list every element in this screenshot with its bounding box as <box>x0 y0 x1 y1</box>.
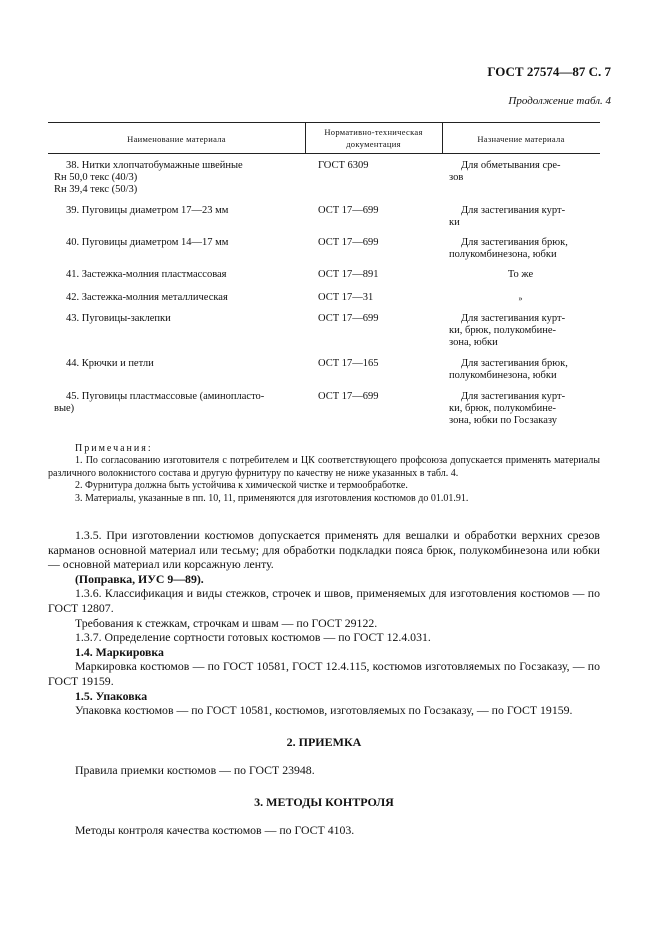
paragraph-marking: Маркировка костюмов — по ГОСТ 10581, ГОСТ 12.4.115, костюмов изготовляемых по Госзаказу, — по ГОСТ 19159. <box>48 659 600 688</box>
material-name: 38. Нитки хлопчатобумажные швейные <box>66 160 243 171</box>
control-methods: Методы контроля качества костюмов — по ГОСТ 4103. <box>75 823 355 837</box>
paragraph-1-3-7: 1.3.7. Определение сортности готовых костюмов — по ГОСТ 12.4.031. <box>75 630 431 645</box>
column-header-name: Наименование материала <box>127 134 226 144</box>
material-doc: ОСТ 17—165 <box>318 358 379 369</box>
material-name: 39. Пуговицы диаметром 17—23 мм <box>66 205 229 216</box>
table-row <box>54 160 294 196</box>
material-name: 41. Застежка-молния пластмассовая <box>66 269 227 280</box>
paragraph-1-3-5: 1.3.5. При изготовлении костюмов допускается применять для вешалки и обработки верхних срезов карманов основной материал или тесьму; для обработки подкладки пояса брюк, полукомбинезона или юбки — основной материал или корсажную ленту. <box>48 528 600 572</box>
material-purpose: » <box>518 294 523 303</box>
purpose-line: ки, брюк, полукомбине- <box>449 325 556 336</box>
material-doc: ОСТ 17—699 <box>318 237 379 248</box>
table-notes <box>48 443 600 505</box>
material-doc: ОСТ 17—699 <box>318 313 379 324</box>
purpose-line: Для обметывания сре- <box>461 160 561 171</box>
material-name: 44. Крючки и петли <box>66 358 154 369</box>
column-header-doc: Нормативно-техническая документация <box>324 127 423 149</box>
material-doc: ОСТ 17—699 <box>318 205 379 216</box>
material-name-line: Rн 39,4 текс (50/3) <box>54 184 138 195</box>
table-row <box>54 269 294 281</box>
heading-1-4: 1.4. Маркировка <box>75 644 164 659</box>
table-row <box>54 391 294 415</box>
acceptance-rules: Правила приемки костюмов — по ГОСТ 23948. <box>75 763 315 777</box>
column-header-purpose: Назначение материала <box>477 134 565 144</box>
notes-heading: Примечания: <box>75 443 153 454</box>
purpose-line: зона, юбки <box>449 337 498 348</box>
material-name-line: Rн 50,0 текс (40/3) <box>54 172 138 183</box>
note-item: 1. По согласованию изготовителя с потребителем и ЦК соответствующего профсоюза допускается применять материалы различного волокнистого состава и другую фурнитуру по качеству не ниже указанных в табл. 4. <box>48 455 600 479</box>
material-doc: ОСТ 17—31 <box>318 292 374 303</box>
table-row <box>54 358 294 370</box>
table-row <box>54 313 294 325</box>
purpose-line: ки <box>449 217 460 228</box>
table-top-border <box>48 122 600 123</box>
table-header-border <box>48 153 600 154</box>
section-2-title: 2. ПРИЕМКА <box>286 735 362 749</box>
note-item: 3. Материалы, указанные в пп. 10, 11, применяются для изготовления костюмов до 01.01.91. <box>75 492 469 504</box>
section-3-text <box>48 823 600 838</box>
paragraph-stitch-requirements: Требования к стежкам, строчкам и швам — по ГОСТ 29122. <box>75 615 378 630</box>
section-3-title: 3. МЕТОДЫ КОНТРОЛЯ <box>254 795 394 809</box>
paragraph-1-3-6: 1.3.6. Классификация и виды стежков, строчек и швов, применяемых для изготовления костюмов — по ГОСТ 12807. <box>48 586 600 615</box>
material-doc: ОСТ 17—891 <box>318 269 379 280</box>
table-continuation-label: Продолжение табл. 4 <box>508 95 611 107</box>
purpose-line: Для застегивания курт- <box>461 313 566 324</box>
purpose-line: зона, юбки по Госзаказу <box>449 415 558 426</box>
note-item: 2. Фурнитура должна быть устойчива к химической чистке и термообработке. <box>75 480 408 492</box>
material-name: 40. Пуговицы диаметром 14—17 мм <box>66 237 229 248</box>
table-row <box>54 292 294 304</box>
material-purpose <box>449 313 592 349</box>
material-doc: ОСТ 17—699 <box>318 391 379 402</box>
heading-1-5: 1.5. Упаковка <box>75 688 148 703</box>
material-name-line: вые) <box>54 403 75 414</box>
material-name: 42. Застежка-молния металлическая <box>66 292 228 303</box>
material-name: 43. Пуговицы-заклепки <box>66 313 171 324</box>
purpose-line: ки, брюк, полукомбине- <box>449 403 556 414</box>
material-doc: ГОСТ 6309 <box>318 160 369 171</box>
material-purpose <box>449 160 592 184</box>
purpose-line: Для застегивания брюк, <box>461 237 568 248</box>
table-row <box>54 237 294 249</box>
purpose-line: Для застегивания брюк, <box>461 358 568 369</box>
material-purpose <box>449 391 592 427</box>
page-header: ГОСТ 27574—87 С. 7 <box>487 64 611 79</box>
amendment-note: (Поправка, ИУС 9—89). <box>75 571 204 586</box>
purpose-line: зов <box>449 172 464 183</box>
table-row <box>54 205 294 217</box>
body-section-1 <box>48 528 600 718</box>
material-purpose <box>449 237 592 261</box>
section-2-text <box>48 763 600 778</box>
paragraph-packaging: Упаковка костюмов — по ГОСТ 10581, костюмов, изготовляемых по Госзаказу, — по ГОСТ 19159. <box>75 703 573 718</box>
purpose-line: Для застегивания курт- <box>461 205 566 216</box>
purpose-line: полукомбинезона, юбки <box>449 370 557 381</box>
material-purpose: То же <box>507 269 534 280</box>
purpose-line: Для застегивания курт- <box>461 391 566 402</box>
purpose-line: полукомбинезона, юбки <box>449 249 557 260</box>
material-purpose <box>449 358 592 382</box>
material-name: 45. Пуговицы пластмассовые (аминопласто- <box>66 391 265 402</box>
material-purpose <box>449 205 592 229</box>
